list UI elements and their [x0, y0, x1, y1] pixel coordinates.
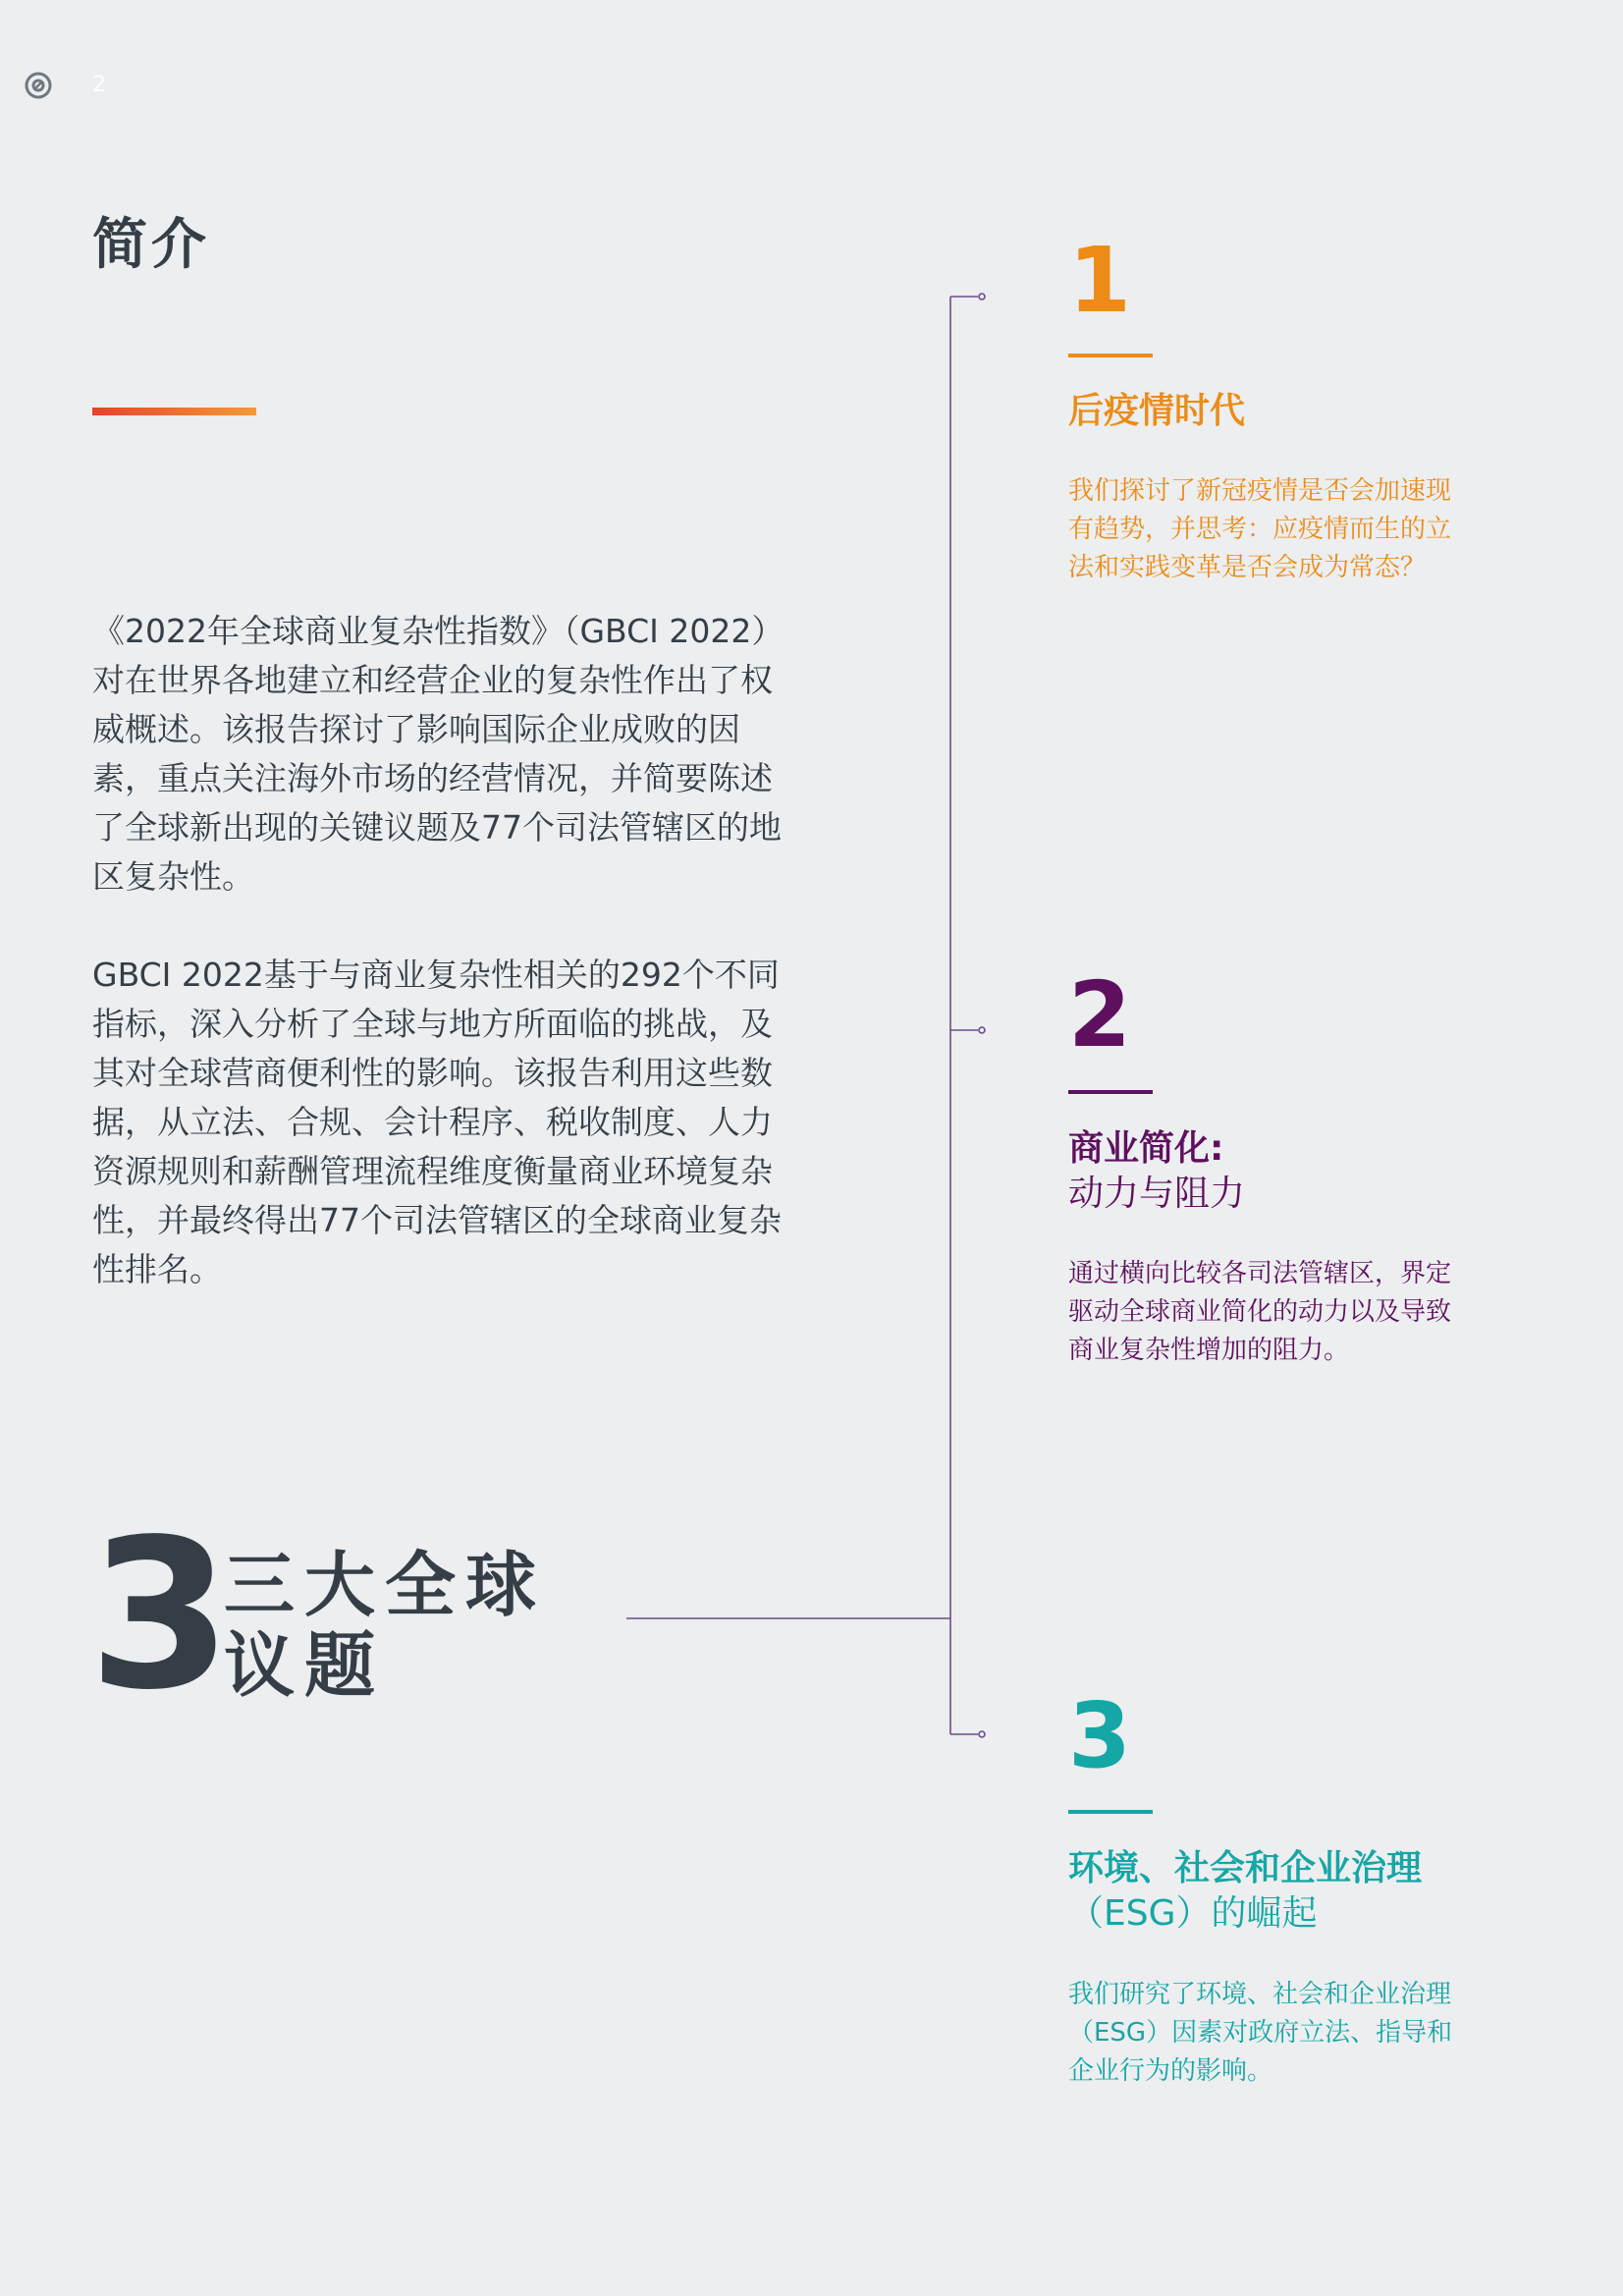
item-1-title	[1068, 389, 1481, 434]
item-2-title-text: 商业简化:	[1068, 1128, 1224, 1169]
item-3-description: 我们研究了环境、社会和企业治理（ESG）因素对政府立法、指导和企业行为的影响。	[1068, 1980, 1453, 2086]
item-2-rule	[1068, 1090, 1153, 1094]
intro-paragraph-2: GBCI 2022基于与商业复杂性相关的292个不同指标，深入分析了全球与地方所面临的挑战，及其对全球营商便利性的影响。该报告利用这些数据，从立法、合规、会计程序、税收制度、人力资源规则和薪酬管理流程维度衡量商业环境复杂性，并最终得出77个司法管辖区的全球商业复杂性排名。	[92, 956, 782, 1288]
item-3-rule	[1068, 1810, 1153, 1814]
item-2-title	[1068, 1126, 1481, 1217]
circle-compass-icon	[24, 71, 53, 100]
page-title: 简介	[92, 213, 210, 277]
connector-node-3	[979, 1731, 985, 1737]
item-1-title-text: 后疫情时代	[1068, 391, 1246, 431]
item-3-number: 3	[1068, 1683, 1132, 1788]
item-3-title-text: 环境、社会和企业治理	[1068, 1848, 1423, 1888]
connector-node-2	[979, 1027, 985, 1033]
item-2-subtitle: 动力与阻力	[1068, 1174, 1246, 1214]
page-number: 2	[92, 73, 106, 97]
item-2-description: 通过横向比较各司法管辖区，界定驱动全球商业简化的动力以及导致商业复杂性增加的阻力。	[1068, 1259, 1452, 1365]
item-2-number: 2	[1068, 962, 1132, 1067]
intro-paragraph-1: 《2022年全球商业复杂性指数》（GBCI 2022）对在世界各地建立和经营企业的复杂性作出了权威概述。该报告探讨了影响国际企业成败的因素，重点关注海外市场的经营情况，并简要陈述了全球新出现的关键议题及77个司法管辖区的地区复杂性。	[92, 612, 784, 896]
item-1-description: 我们探讨了新冠疫情是否会加速现有趋势，并思考：应疫情而生的立法和实践变革是否会成为常态？	[1068, 476, 1452, 582]
title-accent-rule	[92, 408, 256, 415]
item-3-title	[1068, 1846, 1481, 1937]
themes-label-line-2: 议题	[224, 1624, 386, 1707]
item-1-number: 1	[1068, 228, 1132, 333]
connector-node-1	[979, 294, 985, 300]
item-1-rule	[1068, 354, 1153, 357]
themes-label-line-1: 三大全球	[224, 1544, 547, 1626]
item-3-subtitle: （ESG）的崛起	[1068, 1893, 1318, 1934]
themes-count: 3	[88, 1495, 233, 1735]
